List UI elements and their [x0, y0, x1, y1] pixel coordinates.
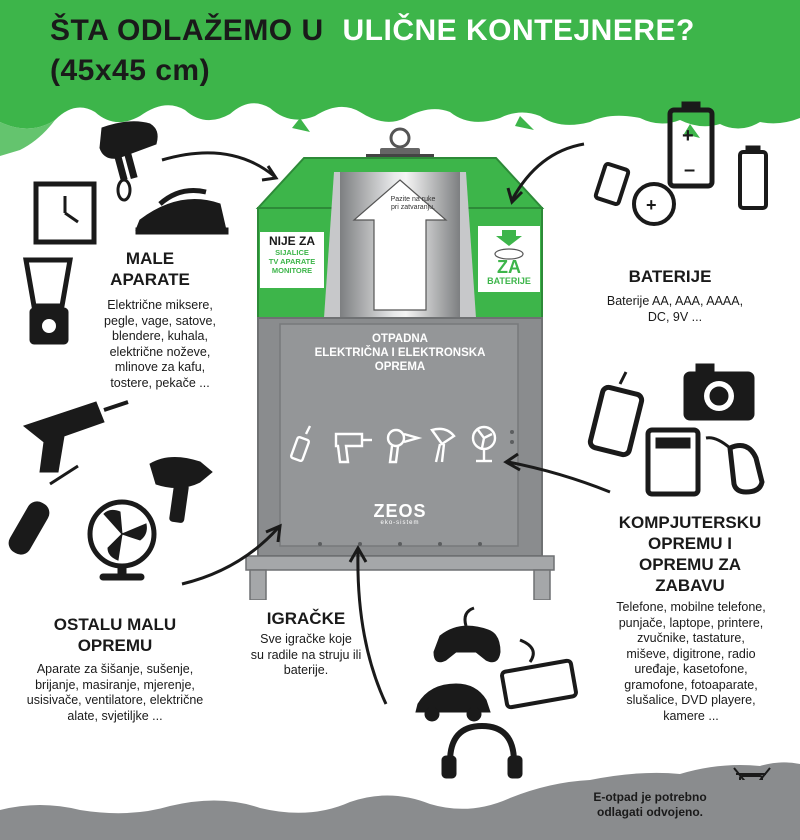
power-drill-icon	[24, 402, 128, 472]
footer-line: E-otpad je potrebno	[593, 790, 707, 804]
title-part-2: ULIČNE KONTEJNERE?	[342, 14, 695, 47]
camera-icon	[684, 364, 754, 420]
heading-line: OSTALU MALU	[53, 615, 177, 634]
kompjuter-description	[596, 600, 786, 724]
heading-line: OPREMU	[77, 636, 153, 655]
igracke-description	[226, 632, 386, 679]
computer-mouse-icon	[706, 438, 762, 492]
batteries-icon	[595, 102, 766, 224]
svg-text:+: +	[682, 125, 694, 147]
body-heading-line: OTPADNA	[371, 333, 428, 345]
weee-bin-icon	[734, 768, 770, 780]
iron-icon	[136, 191, 228, 235]
keyboard-icon	[501, 640, 576, 708]
body-heading-line: ELEKTRIČNA I ELEKTRONSKA	[314, 347, 486, 359]
heading-line: KOMPJUTERSKU	[618, 513, 762, 532]
heading-line: APARATE	[110, 270, 190, 289]
text-line: blendere, kuhala,	[112, 329, 208, 343]
arrow-kompjuter-to-bin	[508, 462, 610, 492]
arrow-ostalu-to-bin	[182, 528, 278, 584]
baterije-description	[590, 294, 760, 325]
text-line: Telefone, mobilne telefone,	[616, 600, 766, 614]
text-line: punjače, laptope, printere,	[618, 615, 764, 630]
body-heading-line: OPREMA	[374, 361, 426, 373]
toy-car-icon	[416, 684, 490, 721]
text-line: Baterije AA, AAA, AAAA,	[606, 294, 744, 308]
heading-line: OPREMU ZA	[639, 555, 741, 574]
text-line: gramofone, fotoaparate,	[624, 677, 758, 692]
kompjuter-heading	[600, 512, 780, 596]
electric-shaver-icon	[5, 466, 78, 558]
male-description	[80, 298, 240, 391]
zeos-logo-sub: eko-sistem	[380, 520, 420, 526]
fan-icon	[90, 502, 154, 580]
right-panel-sub: BATERIJE	[487, 276, 531, 286]
mobile-phone-icon	[589, 372, 643, 456]
flow-arrows	[162, 144, 610, 704]
text-line: Električne miksere,	[107, 298, 213, 312]
page-title	[50, 14, 770, 48]
heading-line: BATERIJE	[628, 267, 712, 286]
text-line: tostere, pekače ...	[110, 375, 210, 390]
baterije-heading	[600, 266, 740, 287]
text-line: alate, svjetiljke ...	[67, 708, 163, 723]
text-line: DC, 9V ...	[647, 309, 703, 324]
text-line: su radile na struju ili	[250, 647, 362, 662]
right-panel-heading: ZA	[497, 257, 521, 277]
svg-text:–: –	[684, 159, 696, 181]
text-line: baterije.	[283, 663, 329, 677]
left-panel-line: SIJALICE	[275, 248, 309, 257]
male-heading	[90, 248, 210, 290]
heading-line: IGRAČKE	[266, 609, 346, 628]
text-line: usisivače, ventilatore, električne	[26, 693, 204, 707]
text-line: kamere ...	[663, 708, 719, 723]
text-line: električne noževe,	[109, 344, 211, 359]
text-line: zvučnike, tastature,	[637, 631, 745, 645]
clock-icon	[36, 184, 94, 242]
title-size: (45x45 cm)	[50, 54, 211, 87]
calculator-icon	[648, 430, 698, 494]
headphones-icon	[442, 726, 522, 778]
heading-line: ZABAVU	[655, 576, 725, 595]
svg-text:+: +	[646, 195, 657, 215]
ostalu-heading	[30, 614, 200, 656]
text-line: mlinove za kafu,	[114, 360, 206, 374]
ostalu-description	[10, 662, 220, 724]
left-panel-line: MONITORE	[271, 266, 313, 275]
arrow-baterije-to-bin	[512, 144, 584, 200]
text-line: Sve igračke koje	[260, 632, 352, 646]
footer-note	[570, 790, 730, 820]
footer-line: odlagati odvojeno.	[596, 805, 703, 819]
heading-line: MALE	[125, 249, 175, 268]
left-panel-heading: NIJE ZA	[268, 234, 315, 248]
text-line: brijanje, masiranje, mjerenje,	[35, 677, 195, 692]
igracke-heading	[236, 608, 376, 629]
hand-mixer-icon	[100, 122, 157, 200]
arrow-male-to-bin	[162, 153, 274, 176]
gamepad-icon	[434, 608, 500, 662]
text-line: pegle, vage, satove,	[104, 313, 216, 328]
zeos-logo-text: ZEOS	[373, 501, 427, 521]
hair-dryer-icon	[150, 457, 212, 522]
text-line: uređaje, kasetofone,	[634, 662, 748, 676]
heading-line: OPREMU I	[647, 534, 733, 553]
title-part-1: ŠTA ODLAŽEMO U	[50, 14, 324, 47]
left-panel-line: TV APARATE	[268, 257, 316, 266]
blender-icon	[26, 260, 70, 344]
text-line: Aparate za šišanje, sušenje,	[36, 662, 194, 676]
text-line: slušalice, DVD playere,	[626, 693, 756, 707]
text-line: miševe, digitrone, radio	[626, 646, 756, 661]
arrow-warning-text: Pazite na ruke pri zatvaranju.	[390, 196, 436, 211]
